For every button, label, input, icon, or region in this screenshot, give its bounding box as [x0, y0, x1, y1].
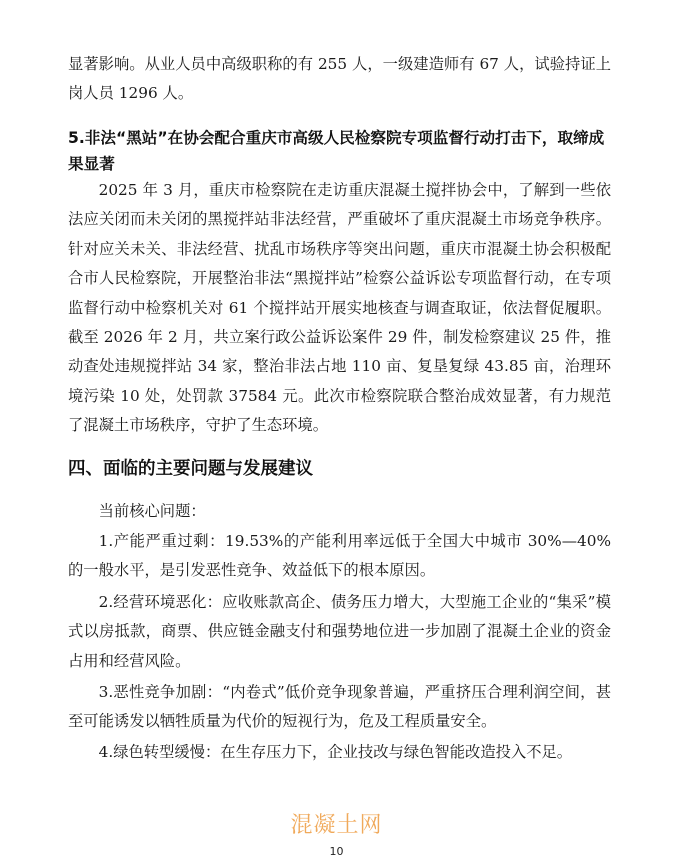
issue-3: 3.恶性竞争加剧：“内卷式”低价竞争现象普遍，严重挤压合理利润空间，甚至可能诱发以牺牲质量为代价的短视行为，危及工程质量安全。 — [68, 683, 611, 731]
issue-1: 1.产能严重过剩：19.53%的产能利用率远低于全国大中城市 30%—40%的一般水平，是引发恶性竞争、效益低下的根本原因。 — [68, 532, 611, 580]
core-issues-label: 当前核心问题： — [98, 502, 206, 520]
section-5-body: 2025 年 3 月，重庆市检察院在走访重庆混凝土搅拌协会中，了解到一些依法应关闭而未关闭的黑搅拌站非法经营，严重破坏了重庆混凝土市场竞争秩序。针对应关未关、非法经营、扰乱市场秩序等突出问题，重庆市混凝土协会积极配合市人民检察院，开展整治非法“黑搅拌站”检察公益诉讼专项监督行动，在专项监督行动中检察机关对 61 个搅拌站开展实地核查与调查取证，依法督促履职。截至 2026 年 2 月，共立案行政公益诉讼案件 29 件，制发检察建议 25 件，推动查处违规搅拌站 34 家，整治非法占地 110 亩、复垦复绿 43.85 亩，治理环境污染 10 处，处罚款 37584 元。此次市检察院联合整治成效显著，有力规范了混凝土市场秩序，守护了生态环境。 — [68, 181, 611, 435]
chapter-4-heading: 四、面临的主要问题与发展建议 — [68, 459, 313, 479]
section-5-heading: 5.非法“黑站”在协会配合重庆市高级人民检察院专项监督行动打击下，取缔成果显著 — [68, 129, 605, 173]
page-number: 10 — [329, 845, 344, 858]
issue-4: 4.绿色转型缓慢：在生存压力下，企业技改与绿色智能改造投入不足。 — [98, 743, 573, 761]
paragraph-intro-tail: 显著影响。从业人员中高级职称的有 255 人，一级建造师有 67 人，试验持证上岗人员 1296 人。 — [68, 55, 611, 103]
issue-2: 2.经营环境恶化：应收账款高企、债务压力增大，大型施工企业的“集采”模式以房抵款，商票、供应链金融支付和强势地位进一步加剧了混凝土企业的资金占用和经营风险。 — [68, 593, 611, 670]
watermark-logo: 混凝土网 — [290, 813, 383, 838]
